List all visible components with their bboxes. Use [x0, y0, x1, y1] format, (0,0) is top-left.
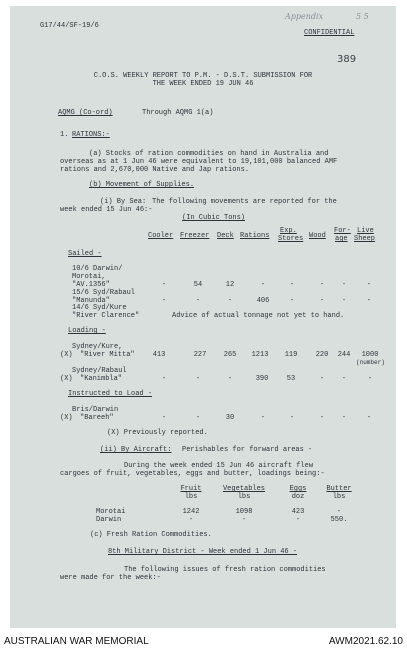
- table-cell: 12: [225, 281, 235, 289]
- tonnage-note: Advice of actual tonnage not yet to hand.: [172, 312, 345, 320]
- table-cell: -: [227, 375, 233, 383]
- page-number-stamp: 389: [337, 54, 357, 65]
- routing: Through AQMG 1(a): [142, 109, 214, 117]
- para-a-line2: overseas as at 1 Jun 46 were equivalent to 19,101,000 balanced AMF: [60, 158, 338, 166]
- ship-line: "River Clarence": [72, 312, 140, 320]
- table-cell: -: [161, 414, 167, 422]
- footer-institution: AUSTRALIAN WAR MEMORIAL: [4, 636, 149, 647]
- table-cell: -: [336, 508, 342, 516]
- handwritten-annotation: Appendix: [285, 12, 324, 21]
- table-cell: 1098: [235, 508, 253, 516]
- previously-reported-note: (X) Previously reported.: [107, 429, 208, 437]
- air-unit: lbs: [237, 493, 251, 501]
- final-line2: were made for the week:-: [60, 574, 161, 582]
- footer-accession: AWM2021.62.10: [328, 636, 403, 647]
- table-cell: 54: [193, 281, 203, 289]
- table-cell: -: [319, 297, 325, 305]
- table-cell: 119: [284, 351, 298, 359]
- table-cell: -: [341, 375, 347, 383]
- ship-line: 10/6 Darwin/: [72, 265, 123, 273]
- col-live-sheep: Sheep: [354, 235, 376, 243]
- table-cell: -: [241, 516, 247, 524]
- by-sea-line2: week ended 15 Jun 46:-: [60, 206, 153, 214]
- air-unit: lbs: [332, 493, 346, 501]
- by-sea-label: (i) By Sea:: [100, 198, 147, 206]
- addressee: AQMG (Co-ord): [58, 109, 113, 117]
- by-aircraft-text: Perishables for forward areas -: [182, 446, 313, 454]
- table-cell: 550.: [330, 516, 348, 524]
- table-cell: -: [319, 281, 325, 289]
- ship-line: "River Mitta": [80, 351, 135, 359]
- table-cell: -: [161, 297, 167, 305]
- table-cell: -: [366, 297, 372, 305]
- table-cell: -: [366, 414, 372, 422]
- table-cell: 244: [337, 351, 351, 359]
- table-cell: 1242: [182, 508, 200, 516]
- table-cell: -: [295, 516, 301, 524]
- col-deck: Deck: [217, 232, 234, 240]
- para-a-line1: (a) Stocks of ration commodities on hand in Australia and: [89, 150, 329, 158]
- ship-line: 14/6 Syd/Kure: [72, 304, 127, 312]
- table-cell: 227: [193, 351, 207, 359]
- ship-line: "Bareeh": [80, 414, 114, 422]
- by-sea-text: The following movements are reported for the: [152, 198, 337, 206]
- table-cell: 265: [223, 351, 237, 359]
- row-marker: (X): [60, 375, 73, 383]
- aircraft-line2: cargoes of fruit, vegetables, eggs and butter, loadings being:-: [60, 470, 325, 478]
- ship-line: 15/6 Syd/Rabaul: [72, 289, 136, 297]
- table-cell: -: [161, 375, 167, 383]
- row-marker: (X): [60, 351, 73, 359]
- col-forage-l2: age: [335, 235, 348, 243]
- final-line1: The following issues of fresh ration commodities: [124, 566, 326, 574]
- ship-line: Morotai,: [72, 273, 106, 281]
- air-col-butter: Butter: [326, 485, 352, 493]
- table-cell: -: [260, 281, 266, 289]
- table-cell: -: [195, 375, 201, 383]
- col-wood: Wood: [309, 232, 326, 240]
- report-title-line1: C.O.S. WEEKLY REPORT TO P.M. - D.S.T. SUBMISSION FOR: [93, 72, 313, 80]
- table-cell: -: [289, 281, 295, 289]
- air-col-eggs: Eggs: [289, 485, 307, 493]
- air-col-fruit: Fruit: [180, 485, 202, 493]
- para-a-line3: rations and 2,670,000 Native and Jap rations.: [60, 166, 250, 174]
- ship-line: "Kanimbla": [80, 375, 123, 383]
- col-rations: Rations: [240, 232, 270, 240]
- table-cell: -: [366, 281, 372, 289]
- ship-line: Sydney/Rabaul: [72, 367, 127, 375]
- table-cell: 30: [225, 414, 235, 422]
- ship-line: "AV.1356": [72, 281, 110, 289]
- col-exp: Exp.: [280, 227, 297, 235]
- handwritten-number: 5 5: [356, 12, 369, 21]
- air-place: Darwin: [96, 516, 122, 524]
- col-forage: For-: [334, 227, 351, 235]
- table-cell: 1000: [361, 351, 379, 359]
- air-unit: doz: [291, 493, 305, 501]
- air-place: Morotai: [96, 508, 126, 516]
- table-cell: -: [341, 414, 347, 422]
- section-number: 1.: [60, 131, 69, 139]
- table-cell: -: [341, 281, 347, 289]
- air-unit: lbs: [184, 493, 198, 501]
- table-cell: -: [195, 414, 201, 422]
- table-cell: 406: [256, 297, 270, 305]
- unit-note: (number): [356, 359, 385, 366]
- air-col-vegetables: Vegetables: [222, 485, 265, 493]
- ship-line: Bris/Darwin: [72, 406, 119, 414]
- table-cell: -: [195, 297, 201, 305]
- by-aircraft-label: (ii) By Aircraft:: [100, 446, 172, 454]
- loading-label: Loading -: [68, 327, 106, 335]
- district-heading: 8th Military District - Week ended 1 Jun 46 -: [108, 548, 298, 556]
- classification-label: CONFIDENTIAL: [304, 29, 355, 37]
- table-cell: 220: [315, 351, 329, 359]
- table-cell: -: [289, 297, 295, 305]
- col-live: Live: [357, 227, 374, 235]
- para-c-label: (c) Fresh Ration Commodities.: [90, 531, 212, 539]
- table-cell: 53: [286, 375, 296, 383]
- file-reference: G17/44/SF-19/6: [40, 22, 99, 30]
- col-freezer: Freezer: [180, 232, 210, 240]
- ship-line: "Manunda": [72, 297, 110, 305]
- instructed-label: Instructed to Load -: [68, 390, 153, 398]
- row-marker: (X): [60, 414, 73, 422]
- table-cell: -: [289, 414, 295, 422]
- table-cell: -: [319, 414, 325, 422]
- table-cell: 1213: [251, 351, 269, 359]
- table-cell: -: [341, 297, 347, 305]
- units-label: (In Cubic Tons): [182, 214, 246, 222]
- ship-line: Sydney/Kure,: [72, 343, 123, 351]
- table-cell: -: [188, 516, 194, 524]
- para-b-heading: (b) Movement of Supplies.: [89, 181, 195, 189]
- col-cooler: Cooler: [148, 232, 174, 240]
- table-cell: 413: [152, 351, 166, 359]
- section-title: RATIONS:-: [72, 131, 110, 139]
- table-cell: -: [367, 375, 373, 383]
- table-cell: 390: [255, 375, 269, 383]
- sailed-label: Sailed -: [68, 250, 102, 258]
- table-cell: -: [319, 375, 325, 383]
- report-title-line2: THE WEEK ENDED 19 JUN 46: [152, 80, 254, 88]
- table-cell: -: [227, 297, 233, 305]
- table-cell: -: [260, 414, 266, 422]
- table-cell: -: [161, 281, 167, 289]
- aircraft-line1: During the week ended 15 Jun 46 aircraft flew: [124, 462, 314, 470]
- col-exp-stores: Stores: [278, 235, 304, 243]
- table-cell: 423: [291, 508, 305, 516]
